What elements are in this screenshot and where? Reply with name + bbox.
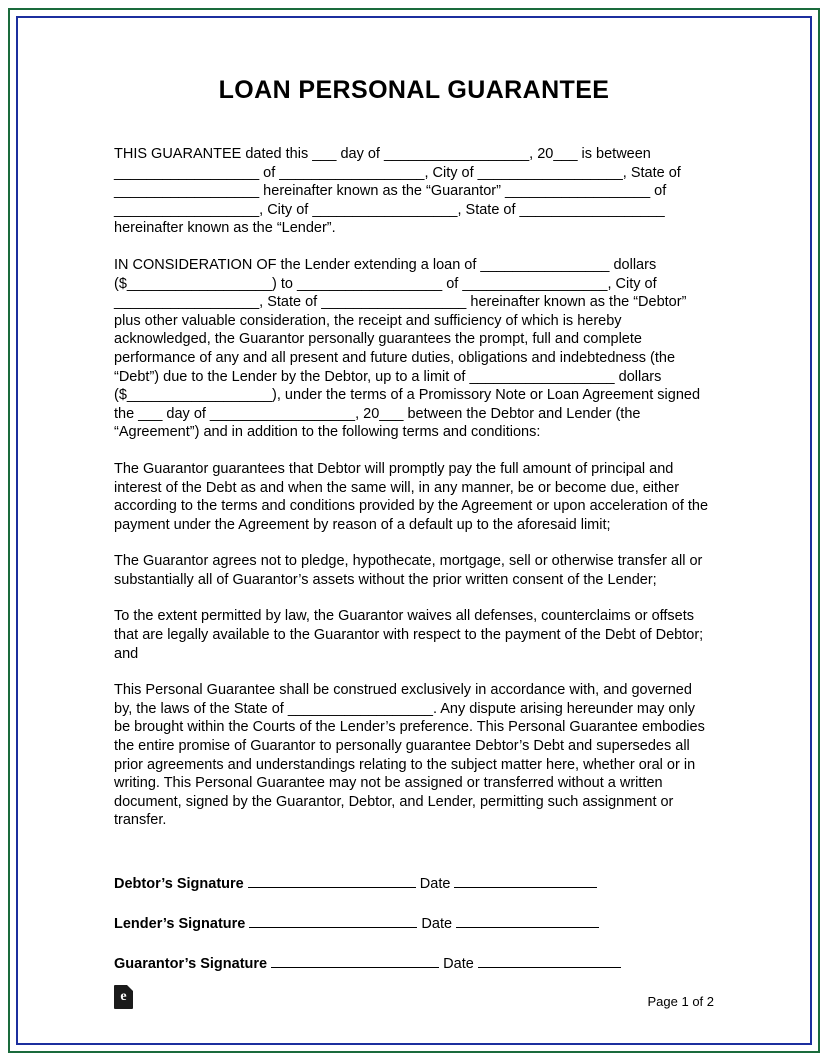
document-page: [18, 18, 810, 1043]
signature-row-debtor: [114, 874, 714, 893]
paragraph-governing-law: This Personal Guarantee shall be construed exclusively in accordance with, and governed by, the laws of the State of __________________. Any dispute arising hereunder may only be brought within the Courts of the Lender’s preference. This Personal Guarantee embodies the entire promise of Guarantor to personally guarantee Debtor’s Debt and supersedes all prior agreements and understandings relating to the subject matter here, whether oral or in writing. This Personal Guarantee may not be assigned or transferred without a written document, signed by the Guarantor, Debtor, and Lender, permitting such assignment or transfer.: [114, 682, 705, 829]
debtor-date-label: Date: [419, 876, 451, 892]
guarantor-date-label: Date: [443, 956, 474, 972]
paragraph-guarantor-payment: The Guarantor guarantees that Debtor will promptly pay the full amount of principal and interest of the Debt as and when the same will, in any manner, be or become due, either according to the terms and conditions provided by the Agreement or upon acceleration of the payment under the Agreement by reason of a default up to the aforesaid limit;: [114, 460, 709, 533]
signature-row-guarantor: [114, 954, 714, 973]
guarantor-date-line[interactable]: [478, 954, 621, 968]
eforms-logo-icon: [114, 985, 133, 1009]
document-inner-border: [16, 16, 812, 1045]
paragraph-waiver-of-defenses: To the extent permitted by law, the Guarantor waives all defenses, counterclaims or offsets that are legally available to the Guarantor with respect to the payment of the Debt of Debtor; and: [114, 608, 704, 662]
debtor-date-line[interactable]: [454, 874, 597, 888]
lender-signature-line[interactable]: [249, 914, 417, 928]
page-footer: [114, 985, 714, 1009]
paragraph-consideration: IN CONSIDERATION OF the Lender extending a loan of ________________ dollars ($__________________) to __________________ of __________________, City of __________________, State of __________________ hereinafter known as the “Debtor” plus other valuable consideration, the receipt and sufficiency of which is hereby acknowledged, the Guarantor personally guarantees the prompt, full and complete performance of any and all present and future duties, obligations and indebtedness (the “Debt”) due to the Lender by the Debtor, up to a limit of __________________ dollars ($__________________), under the terms of a Promissory Note or Loan Agreement signed the ___ day of __________________, 20___ between the Debtor and Lender (the “Agreement”) and in addition to the following terms and conditions:: [114, 256, 701, 441]
paragraph-asset-transfer: The Guarantor agrees not to pledge, hypothecate, mortgage, sell or otherwise transfer all or substantially all of Guarantor’s assets without the prior written consent of the Lender;: [114, 553, 703, 588]
page-title: LOAN PERSONAL GUARANTEE: [218, 76, 610, 104]
document-outer-border: [8, 8, 820, 1053]
lender-date-line[interactable]: [456, 914, 599, 928]
debtor-signature-label: Debtor’s Signature: [114, 876, 244, 892]
paragraph-guarantee-intro: THIS GUARANTEE dated this ___ day of __________________, 20___ is between __________________ of __________________, City of __________________, State of __________________ hereinafter known as the “Guarantor” __________________ of __________________, City of __________________, State of __________________ hereinafter known as the “Lender”.: [114, 146, 681, 237]
lender-date-label: Date: [421, 916, 453, 932]
signature-row-lender: [114, 914, 714, 933]
guarantor-signature-label: Guarantor’s Signature: [114, 956, 268, 972]
debtor-signature-line[interactable]: [248, 874, 416, 888]
signature-block: [114, 874, 714, 973]
guarantor-signature-line[interactable]: [271, 954, 439, 968]
lender-signature-label: Lender’s Signature: [114, 916, 246, 932]
page-number: Page 1 of 2: [647, 994, 714, 1009]
